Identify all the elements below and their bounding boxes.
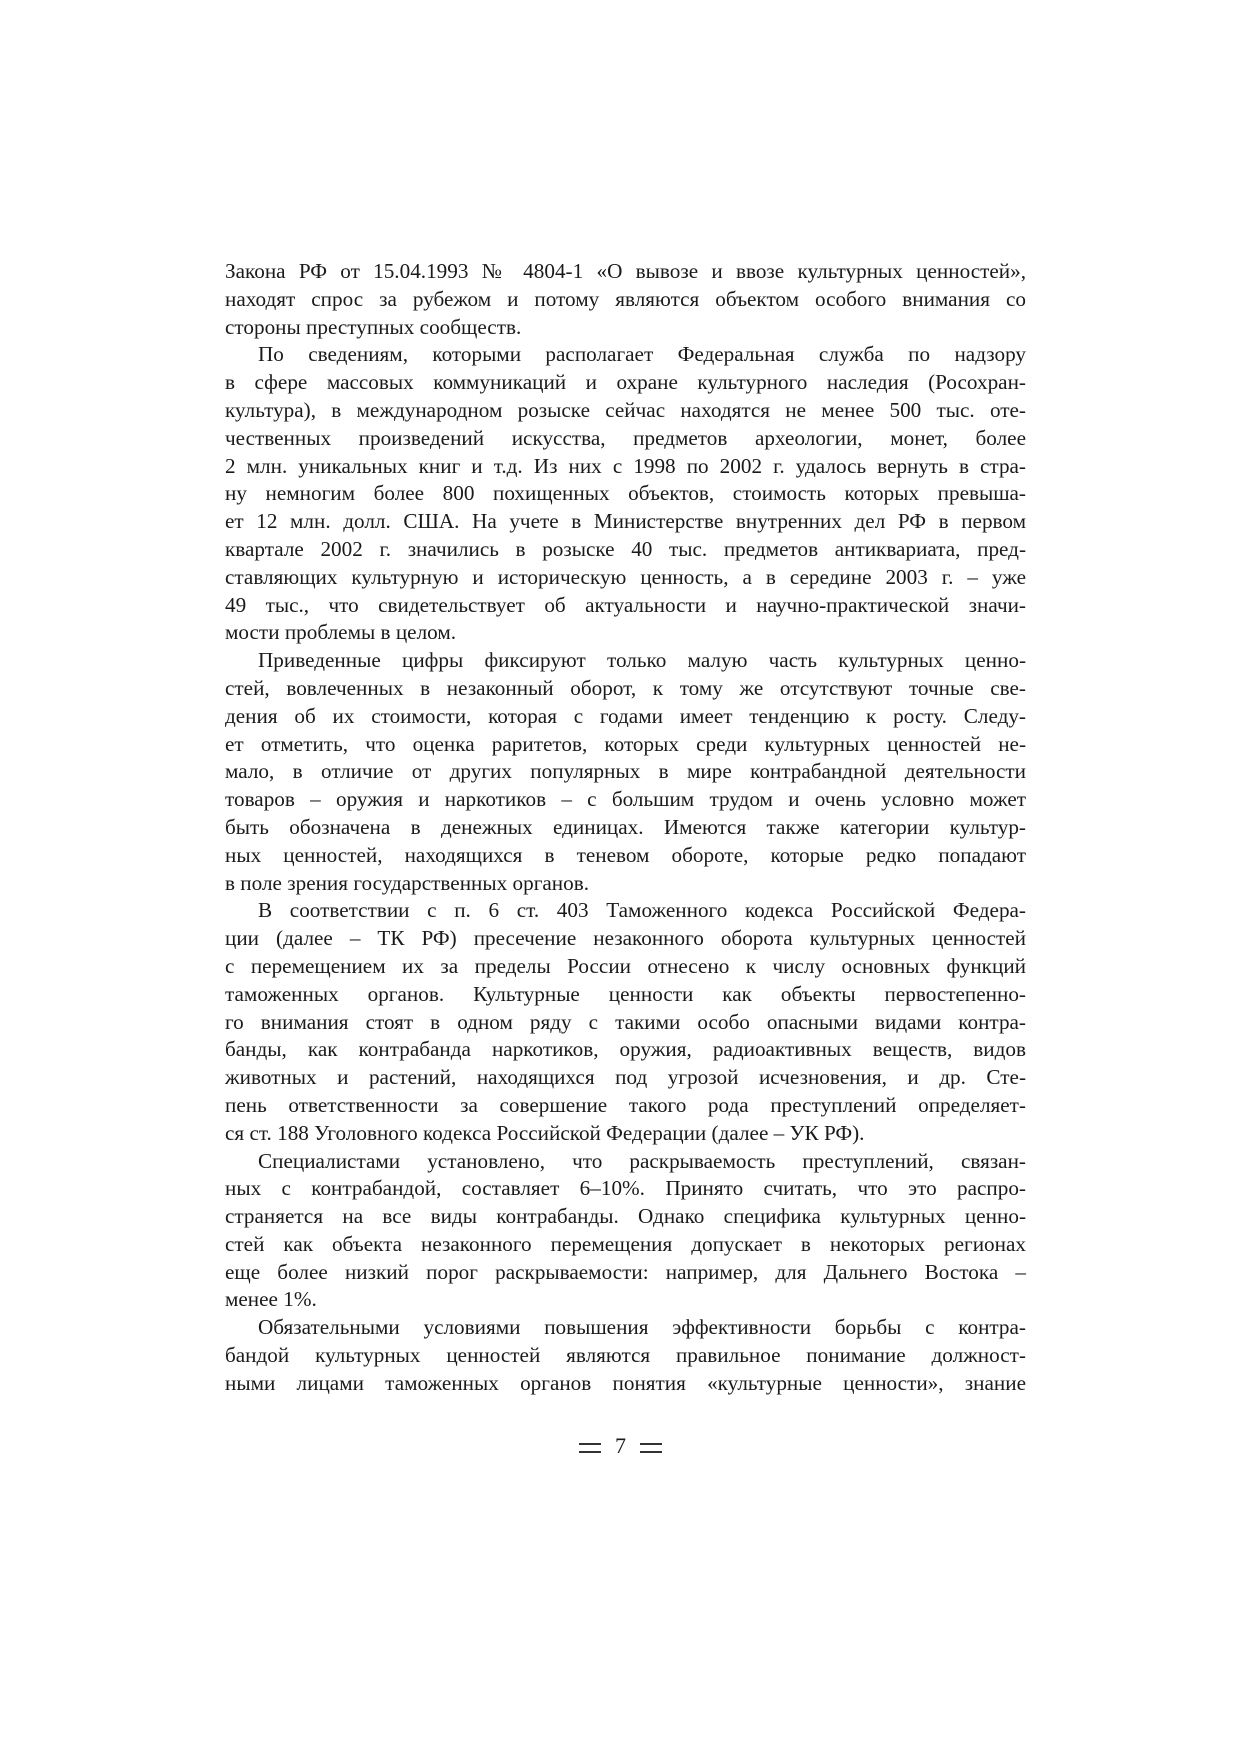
paragraph-6 bbox=[225, 1314, 1026, 1397]
paragraph-2 bbox=[225, 341, 1026, 647]
text-line: стороны преступных сообществ. bbox=[225, 314, 522, 339]
text-line: животных и растений, находящихся под угрозой исчезновения, и др. Сте- bbox=[225, 1065, 1026, 1090]
text-line: культура), в международном розыске сейчас находятся не менее 500 тыс. оте- bbox=[225, 397, 1026, 422]
text-line: ся ст. 188 Уголовного кодекса Российской Федерации (далее – УК РФ). bbox=[225, 1120, 865, 1145]
page-number: 7 bbox=[615, 1433, 626, 1458]
text-line: ции (далее – ТК РФ) пресечение незаконного оборота культурных ценностей bbox=[225, 926, 1026, 951]
text-line: 49 тыс., что свидетельствует об актуальности и научно-практической значи- bbox=[225, 592, 1026, 617]
text-line: быть обозначена в денежных единицах. Имеются также категории культур- bbox=[225, 814, 1026, 839]
text-line: менее 1%. bbox=[225, 1287, 317, 1312]
text-line: ных ценностей, находящихся в теневом обороте, которые редко попадают bbox=[225, 842, 1026, 867]
text-line: ных с контрабандой, составляет 6–10%. Принято считать, что это распро- bbox=[225, 1176, 1026, 1201]
text-line: ставляющих культурную и историческую ценность, а в середине 2003 г. – уже bbox=[225, 564, 1026, 589]
text-line: таможенных органов. Культурные ценности как объекты первостепенно- bbox=[225, 981, 1026, 1006]
folio-ornament-right bbox=[640, 1443, 662, 1453]
text-line: Закона РФ от 15.04.1993 № 4804-1 «О вывозе и ввозе культурных ценностей», bbox=[225, 259, 1026, 283]
page-body bbox=[225, 258, 1026, 1398]
page-number-footer bbox=[0, 1433, 1241, 1459]
text-line: банды, как контрабанда наркотиков, оружия, радиоактивных веществ, видов bbox=[225, 1037, 1026, 1062]
paragraph-3 bbox=[225, 647, 1026, 897]
text-line: ет 12 млн. долл. США. На учете в Министерстве внутренних дел РФ в первом bbox=[225, 509, 1026, 534]
text-line: го внимания стоят в одном ряду с такими особо опасными видами контра- bbox=[225, 1009, 1026, 1034]
text-line: дения об их стоимости, которая с годами имеет тенденцию к росту. Следу- bbox=[225, 703, 1026, 728]
text-line: товаров – оружия и наркотиков – с большим трудом и очень условно может bbox=[225, 787, 1026, 812]
folio-ornament-left bbox=[579, 1443, 601, 1453]
text-line: в сфере массовых коммуникаций и охране культурного наследия (Росохран- bbox=[225, 370, 1026, 395]
text-line: находят спрос за рубежом и потому являются объектом особого внимания со bbox=[225, 286, 1026, 311]
text-line: ну немногим более 800 похищенных объектов, стоимость которых превыша- bbox=[225, 481, 1026, 506]
text-line: в поле зрения государственных органов. bbox=[225, 870, 590, 895]
text-line: еще более низкий порог раскрываемости: например, для Дальнего Востока – bbox=[225, 1259, 1026, 1284]
text-line: страняется на все виды контрабанды. Однако специфика культурных ценно- bbox=[225, 1204, 1026, 1229]
text-line: Обязательными условиями повышения эффективности борьбы с контра- bbox=[258, 1315, 1026, 1340]
text-line: 2 млн. уникальных книг и т.д. Из них с 1998 по 2002 г. удалось вернуть в стра- bbox=[225, 453, 1026, 478]
text-line: Специалистами установлено, что раскрываемость преступлений, связан- bbox=[258, 1148, 1026, 1173]
text-line: стей как объекта незаконного перемещения допускает в некоторых регионах bbox=[225, 1231, 1026, 1256]
text-line: квартале 2002 г. значились в розыске 40 тыс. предметов антиквариата, пред- bbox=[225, 536, 1026, 561]
text-line: ет отметить, что оценка раритетов, которых среди культурных ценностей не- bbox=[225, 731, 1026, 756]
text-line: бандой культурных ценностей являются правильное понимание должност- bbox=[225, 1343, 1026, 1368]
text-line: В соответствии с п. 6 ст. 403 Таможенного кодекса Российской Федера- bbox=[258, 898, 1026, 923]
text-line: ными лицами таможенных органов понятия «культурные ценности», знание bbox=[225, 1370, 1026, 1395]
text-line: пень ответственности за совершение такого рода преступлений определяет- bbox=[225, 1092, 1026, 1117]
text-line: По сведениям, которыми располагает Федеральная служба по надзору bbox=[258, 342, 1026, 367]
paragraph-5 bbox=[225, 1148, 1026, 1315]
text-line: стей, вовлеченных в незаконный оборот, к тому же отсутствуют точные све- bbox=[225, 675, 1026, 700]
text-line: мости проблемы в целом. bbox=[225, 620, 457, 645]
text-line: с перемещением их за пределы России отнесено к числу основных функций bbox=[225, 953, 1026, 978]
text-line: чественных произведений искусства, предметов археологии, монет, более bbox=[225, 425, 1026, 450]
paragraph-4 bbox=[225, 897, 1026, 1147]
paragraph-1 bbox=[225, 258, 1026, 341]
text-line: Приведенные цифры фиксируют только малую часть культурных ценно- bbox=[258, 648, 1026, 673]
text-line: мало, в отличие от других популярных в мире контрабандной деятельности bbox=[225, 759, 1026, 784]
